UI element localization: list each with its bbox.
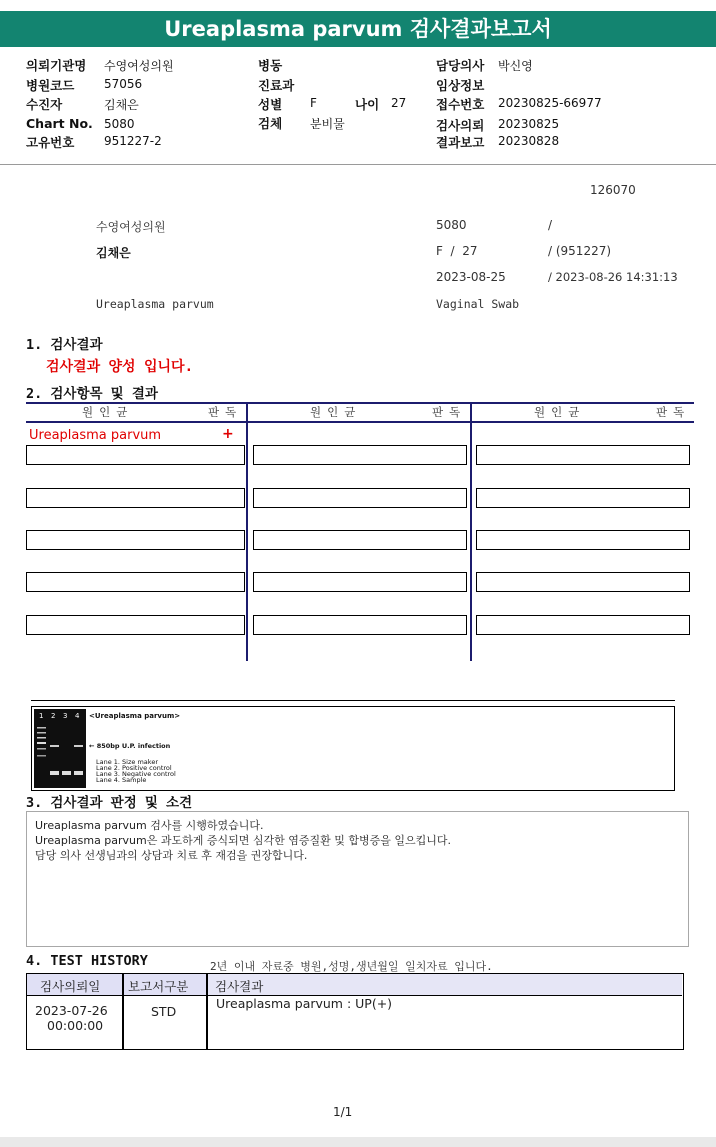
history-date: 2023-07-26 (35, 1003, 108, 1018)
label-clinical-info: 임상정보 (436, 78, 485, 93)
summary-specimen: Vaginal Swab (436, 297, 520, 311)
result-box (26, 530, 245, 550)
summary-slash: / (548, 218, 553, 232)
opinion-box (26, 811, 689, 947)
summary-date: 2023-08-25 (436, 270, 506, 284)
gel-top-rule (31, 700, 675, 701)
gel-lane-3: 3 (63, 712, 68, 720)
gel-legend-3: Lane 3. Negative control (96, 770, 176, 778)
col-judgement-2: 판독 (432, 405, 467, 419)
gel-lane-1: 1 (39, 712, 44, 720)
label-requesting-clinic: 의뢰기관명 (26, 58, 87, 73)
label-age: 나이 (355, 97, 380, 112)
summary-chart: 5080 (436, 218, 467, 232)
gel-lane-4: 4 (75, 712, 80, 720)
value-receipt-no: 20230825-66977 (498, 96, 602, 110)
label-sex: 성별 (258, 97, 283, 112)
value-doctor: 박신영 (498, 59, 533, 73)
value-chart-no: 5080 (104, 117, 135, 131)
result-box (26, 615, 245, 635)
label-doctor: 담당의사 (436, 58, 485, 73)
value-patient: 김채은 (104, 98, 139, 112)
header-divider (0, 164, 716, 165)
label-patient: 수진자 (26, 97, 63, 112)
gel-lane-2: 2 (51, 712, 56, 720)
history-time: 00:00:00 (47, 1018, 104, 1033)
result-box (476, 615, 690, 635)
summary-sex-age: F / 27 (436, 244, 478, 258)
result-box (476, 488, 690, 508)
result-box (253, 615, 467, 635)
label-request-date: 검사의뢰 (436, 118, 485, 133)
result-box (476, 572, 690, 592)
organism-name: Ureaplasma parvum (29, 428, 162, 443)
summary-id-no: / (951227) (548, 244, 612, 258)
section1-heading: 1. 검사결과 (26, 337, 103, 353)
label-unique-no: 고유번호 (26, 135, 75, 150)
opinion-line: Ureaplasma parvum은 과도하게 증식되면 심각한 염증질환 및 합병증을 일으킵니다. (35, 834, 451, 847)
opinion-line: Ureaplasma parvum 검사를 시행하였습니다. (35, 819, 264, 832)
history-type: STD (151, 1004, 177, 1019)
report-title: Ureaplasma parvum 검사결과보고서 (0, 11, 716, 47)
history-col-line (206, 974, 208, 1049)
gel-legend-2: Lane 2. Positive control (96, 764, 172, 772)
value-requesting-clinic: 수영여성의원 (104, 59, 174, 73)
value-hospital-code: 57056 (104, 77, 143, 91)
summary-report-datetime: / 2023-08-26 14:31:13 (548, 270, 678, 284)
result-box (26, 572, 245, 592)
label-report-date: 결과보고 (436, 135, 485, 150)
grid-header-line (26, 421, 694, 423)
gel-legend-1: Lane 1. Size maker (96, 758, 158, 766)
page-number: 1/1 (333, 1105, 353, 1119)
label-receipt-no: 접수번호 (436, 97, 485, 112)
history-header-cell (208, 974, 682, 996)
result-box (476, 530, 690, 550)
value-request-date: 20230825 (498, 117, 560, 131)
organism-result: + (222, 426, 234, 442)
section4-heading: 4. TEST HISTORY (26, 953, 148, 969)
grid-divider-1 (246, 404, 248, 661)
result-box (26, 445, 245, 465)
history-note: 2년 이내 자료중 병원,성명,생년월일 일치자료 입니다. (210, 960, 493, 973)
value-sex: F (310, 96, 317, 110)
gel-caption: <Ureaplasma parvum> (89, 712, 181, 720)
label-specimen: 검체 (258, 116, 283, 131)
history-result: Ureaplasma parvum : UP(+) (216, 996, 393, 1011)
gel-image (34, 709, 86, 788)
summary-patient: 김채은 (96, 246, 131, 260)
gel-band-label: ← 850bp U.P. infection (89, 742, 171, 750)
gel-bands (34, 709, 86, 788)
result-box (253, 530, 467, 550)
positive-result-text: 검사결과 양성 입니다. (46, 359, 194, 375)
summary-clinic: 수영여성의원 (96, 220, 166, 234)
value-unique-no: 951227-2 (104, 134, 162, 148)
col-judgement-3: 판독 (656, 405, 691, 419)
result-box (253, 572, 467, 592)
history-col-type: 보고서구분 (128, 979, 189, 994)
col-organism-2: 원인균 (310, 405, 362, 419)
result-box (26, 488, 245, 508)
value-report-date: 20230828 (498, 134, 560, 148)
label-department: 진료과 (258, 78, 295, 93)
col-organism-3: 원인균 (534, 405, 586, 419)
summary-code: 126070 (590, 183, 636, 197)
history-table (26, 973, 684, 1050)
summary-test: Ureaplasma parvum (96, 297, 214, 311)
gel-legend-4: Lane 4. Sample (96, 776, 147, 784)
value-specimen: 분비물 (310, 117, 345, 131)
opinion-line: 담당 의사 선생님과의 상담과 치료 후 재검을 권장합니다. (35, 849, 308, 862)
label-ward: 병동 (258, 58, 283, 73)
history-col-result: 검사결과 (215, 979, 264, 994)
label-hospital-code: 병원코드 (26, 78, 75, 93)
result-box (253, 445, 467, 465)
col-judgement-1: 판독 (208, 405, 243, 419)
history-col-line (122, 974, 124, 1049)
history-col-date: 검사의뢰일 (40, 979, 101, 994)
label-chart-no: Chart No. (26, 116, 93, 131)
value-age: 27 (391, 96, 407, 110)
section2-heading: 2. 검사항목 및 결과 (26, 386, 158, 402)
result-box (476, 445, 690, 465)
col-organism-1: 원인균 (82, 405, 134, 419)
result-box (253, 488, 467, 508)
grid-divider-2 (470, 404, 472, 661)
section3-heading: 3. 검사결과 판정 및 소견 (26, 795, 193, 811)
